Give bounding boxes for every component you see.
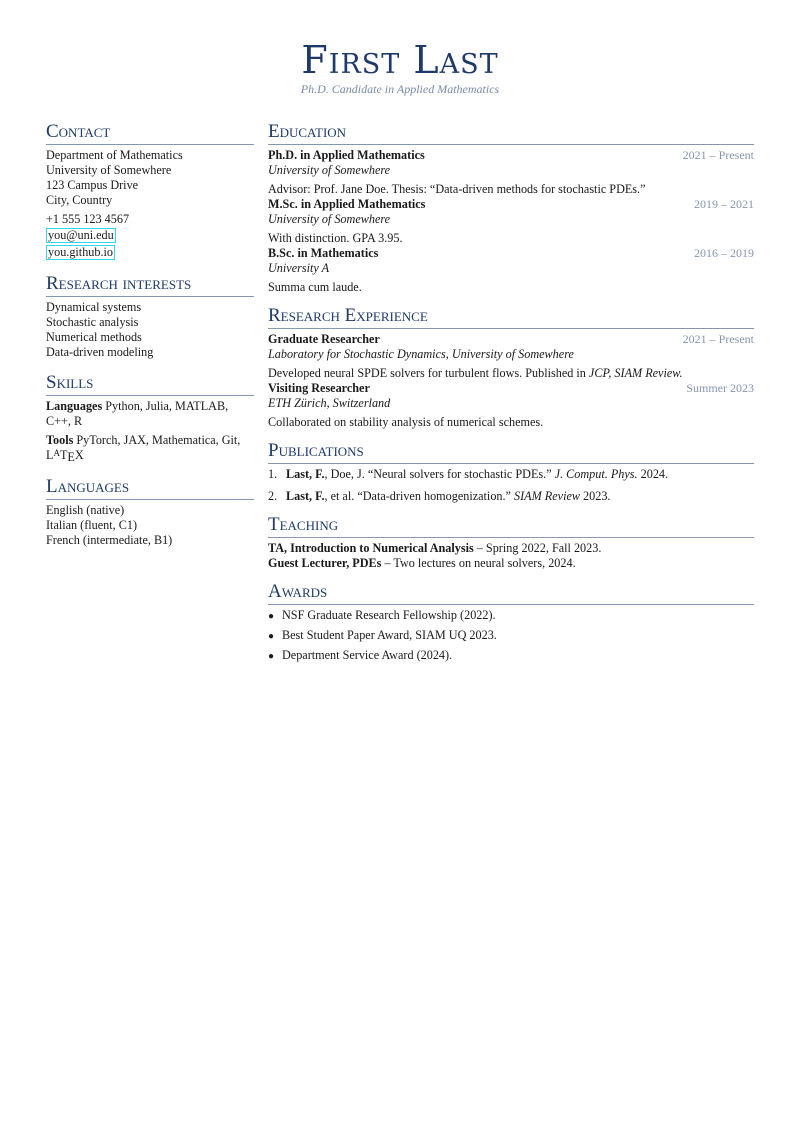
skill-tools-value: PyTorch, JAX, Mathematica, Git,	[76, 433, 241, 447]
education-entry	[268, 197, 754, 246]
contact-title: Contact	[46, 121, 254, 145]
publication-number: 2.	[268, 489, 278, 503]
bullet-icon: ●	[268, 611, 275, 622]
entry-detail: With distinction. GPA 3.95.	[268, 231, 403, 245]
languages-section	[46, 476, 254, 548]
publication-item: 2. Last, F., et al. “Data-driven homogenization.” SIAM Review 2023.	[268, 489, 611, 503]
skill-languages-label: Languages	[46, 399, 103, 413]
teaching-title: Teaching	[268, 514, 754, 538]
entry-date: 2016 – 2019	[694, 246, 754, 260]
entry-date: 2019 – 2021	[694, 197, 754, 211]
entry-detail: Summa cum laude.	[268, 280, 362, 294]
awards-section	[268, 581, 754, 664]
education-section	[268, 121, 754, 295]
award-item: ● Best Student Paper Award, SIAM UQ 2023.	[268, 628, 497, 642]
role-title: Visiting Researcher	[268, 381, 370, 395]
right-column	[268, 121, 754, 674]
teaching-item: Guest Lecturer, PDEs – Two lectures on neural solvers, 2024.	[268, 556, 576, 570]
role-title: Graduate Researcher	[268, 332, 380, 346]
skills-title: Skills	[46, 372, 254, 396]
contact-section	[46, 121, 254, 261]
language-item: French (intermediate, B1)	[46, 533, 173, 547]
phone-number: +1 555 123 4567	[46, 212, 130, 226]
publication-item: 1. Last, F., Doe, J. “Neural solvers for stochastic PDEs.” J. Comput. Phys. 2024.	[268, 467, 669, 481]
experience-entry	[268, 381, 754, 430]
publications-title: Publications	[268, 440, 754, 464]
interest-item: Stochastic analysis	[46, 315, 139, 329]
entry-detail: Collaborated on stability analysis of numerical schemes.	[268, 415, 544, 429]
interest-item: Numerical methods	[46, 330, 142, 344]
language-item: Italian (fluent, C1)	[46, 518, 138, 532]
email-link[interactable]: you@uni.edu	[48, 228, 114, 242]
skill-tools-label: Tools	[46, 433, 74, 447]
bullet-icon: ●	[268, 651, 275, 662]
header	[0, 38, 800, 97]
language-item: English (native)	[46, 503, 125, 517]
institution: University A	[268, 261, 330, 275]
languages-title: Languages	[46, 476, 254, 500]
entry-detail: Developed neural SPDE solvers for turbulent flows. Published in JCP, SIAM Review.	[268, 366, 683, 380]
institution: University of Somewhere	[268, 163, 391, 177]
left-column	[46, 121, 254, 560]
publication-author: Last, F.	[286, 489, 325, 503]
degree-title: Ph.D. in Applied Mathematics	[268, 148, 425, 162]
skills-section	[46, 372, 254, 464]
latex-logo: $L^ATEX$	[46, 448, 84, 464]
organization: ETH Zürich, Switzerland	[268, 396, 391, 410]
subtitle: Ph.D. Candidate in Applied Mathematics	[300, 82, 500, 96]
publication-venue: J. Comput. Phys.	[554, 467, 638, 481]
award-item: ● Department Service Award (2024).	[268, 648, 453, 662]
entry-date: 2021 – Present	[682, 332, 754, 346]
institution: University of Somewhere	[268, 212, 391, 226]
full-name: First Last	[301, 38, 499, 82]
teaching-section	[268, 514, 754, 571]
awards-title: Awards	[268, 581, 754, 605]
publication-author: Last, F.	[286, 467, 325, 481]
publication-number: 1.	[268, 467, 278, 481]
skill-languages-value: Python, Julia, MATLAB, C++, R	[46, 399, 229, 428]
publications-section	[268, 440, 754, 504]
contact-line: University of Somewhere	[46, 163, 172, 177]
interest-item: Dynamical systems	[46, 300, 142, 314]
awards-list	[268, 608, 754, 664]
entry-detail: Advisor: Prof. Jane Doe. Thesis: “Data-driven methods for stochastic PDEs.”	[268, 182, 646, 196]
teaching-item: TA, Introduction to Numerical Analysis – Spring 2022, Fall 2023.	[268, 541, 602, 555]
contact-line: 123 Campus Drive	[46, 178, 139, 192]
education-entry	[268, 148, 754, 197]
organization: Laboratory for Stochastic Dynamics, University of Somewhere	[268, 347, 574, 361]
bullet-icon: ●	[268, 631, 275, 642]
research-interests-title: Research interests	[46, 273, 254, 297]
degree-title: M.Sc. in Applied Mathematics	[268, 197, 426, 211]
skill-tools	[46, 433, 266, 464]
experience-entry	[268, 332, 754, 381]
award-item: ● NSF Graduate Research Fellowship (2022).	[268, 608, 496, 622]
education-title: Education	[268, 121, 754, 145]
skill-languages	[46, 399, 254, 429]
publication-venue: SIAM Review	[514, 489, 580, 503]
research-experience-title: Research Experience	[268, 305, 754, 329]
contact-line: Department of Mathematics	[46, 148, 183, 162]
degree-title: B.Sc. in Mathematics	[268, 246, 379, 260]
research-experience-section	[268, 305, 754, 430]
entry-date: 2021 – Present	[682, 148, 754, 162]
research-interests-section	[46, 273, 254, 360]
education-entry	[268, 246, 754, 295]
interest-item: Data-driven modeling	[46, 345, 154, 359]
entry-date: Summer 2023	[686, 381, 754, 395]
website-link[interactable]: you.github.io	[48, 245, 114, 259]
contact-line: City, Country	[46, 193, 113, 207]
